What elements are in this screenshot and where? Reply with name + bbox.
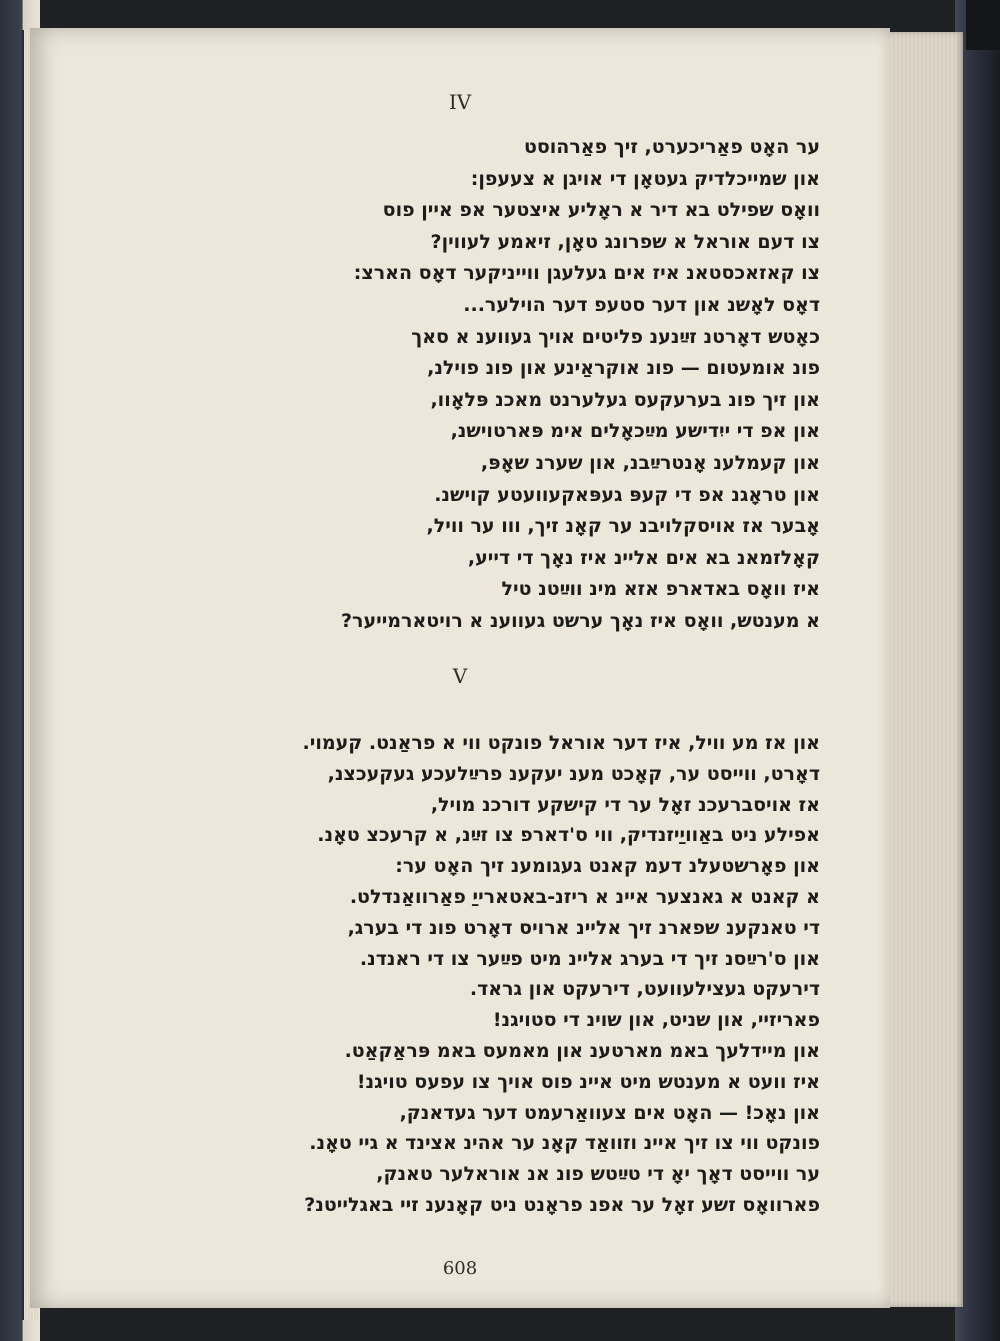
poem-line: א קאנט א גאנצער איינ א ריזנ-באטארייַ פאַרוואַנדלט. <box>349 885 820 908</box>
poem-line: און קעמלענ אָנטרײַבנ, און שערנ שאָפּ, <box>480 451 820 474</box>
poem-line: דאָס לאָשנ און דער סטעפ דער הוילער... <box>463 293 820 316</box>
book-page <box>30 28 890 1308</box>
poem-line: צו קאזאכסטאנ איז אים געלעגן ווייניקער דאָס הארצ: <box>353 262 820 285</box>
poem-line: און פאָרשטעלנ דעמ קאנט געגומענ זיך האָט ער: <box>395 855 820 878</box>
scan-corner <box>966 0 1000 50</box>
poem-line: און זיך פונ בערעקעס געלערנט מאכנ פּלאָוו, <box>430 388 820 411</box>
stanza-iv <box>341 132 820 638</box>
poem-line: פארוואָס זשע זאָל ער אפנ פראָנט ניט קאָנענ זיי באגלייטנ? <box>304 1193 820 1216</box>
poem-line: דירעקט געצילעוועט, דירעקט און גראד. <box>469 978 820 1001</box>
poem-line: איז וואָס באדארפ אזא מינ ווײַטנ טיל <box>501 578 820 601</box>
poem-line: ער ווייסט דאָך יאָ די טײַטש פונ אנ אוראלער טאנק, <box>376 1163 820 1186</box>
poem-line: און נאָכ! — האָט אים צעוואַרעמט דער געדאנק, <box>399 1101 820 1124</box>
poem-line: און אז מע וויל, איז דער אוראל פונקט ווי א פראַנט. קעמוי. <box>302 732 820 754</box>
poem-line: וואָס שפילט בא דיר א ראָליע איצטער אפ איין פוס <box>382 199 820 222</box>
poem-line: די טאנקענ שפארנ זיך אליינ ארויס דאָרט פונ די בערג, <box>347 916 820 939</box>
poem-line: א מענטש, וואָס איז נאָך ערשט געווענ א רויטארמייער? <box>340 609 820 632</box>
section-number-iv: IV <box>448 90 472 114</box>
section-number-v: V <box>452 664 468 688</box>
poem-line: און מיידלעך באמ מארטענ און מאמעס באמ פּראַקאַט. <box>344 1039 820 1062</box>
poem-line: און שמייכלדיק געטאָן די אויגן א צעעפן: <box>470 167 820 190</box>
poem-line: אָבער אז אויסקלויבנ ער קאָנ זיך, ווו ער וויל, <box>426 515 820 538</box>
poem-line: צו דעם אוראל א שפרונג טאָן, זיאמע לעווין? <box>430 230 820 253</box>
poem-line: דאָרט, ווייסט ער, קאָכט מענ יעקענ פרײַלעכע געקעכצנ, <box>327 762 820 785</box>
poem-line: אז אויסברעכנ זאָל ער די קישקע דורכנ מויל, <box>430 793 820 816</box>
poem-line: איז וועט א מענטש מיט איינ פוס אויך צו עפעס טויגנ! <box>356 1070 820 1093</box>
poem-line: ער האָט פאַריכערט, זיך פאַרהוסט <box>523 136 820 158</box>
poem-line: און טראָגנ אפ די קעפּ געפּאקעוועטע קוישנ. <box>434 483 820 506</box>
poem-line: פונקט ווי צו זיך איינ וזוואַד קאָנ ער אהינ אצינד א גיי טאָנ. <box>309 1132 820 1155</box>
poem-line: און אפ די ייִדישע מײַכאָלים אימ פּארטוישנ, <box>450 420 820 443</box>
poem-line: און ס'רײַסנ זיך די בערג אליינ מיט פײַער צו די ראנדנ. <box>359 947 820 970</box>
poem-line: פונ אומעטום — פונ אוקראַינע און פונ פוילנ, <box>427 357 820 380</box>
poem-line: פאריזיי, און שניט, און שוינ די סטויגנ! <box>492 1009 820 1032</box>
poem-line: קאָלזמאנ בא אים אליינ איז נאָך די דייע, <box>467 546 820 569</box>
poem-line: אפילע ניט באַוויַיזנדיק, ווי ס'דארפ צו זײַנ, א קרעכצ טאָנ. <box>317 824 820 847</box>
stanza-v <box>303 728 820 1221</box>
page-number: 608 <box>442 1258 478 1279</box>
poem-line: כאָטש דאָרטנ זײַנענ פליטים אויך געווענ א סאך <box>411 325 820 348</box>
